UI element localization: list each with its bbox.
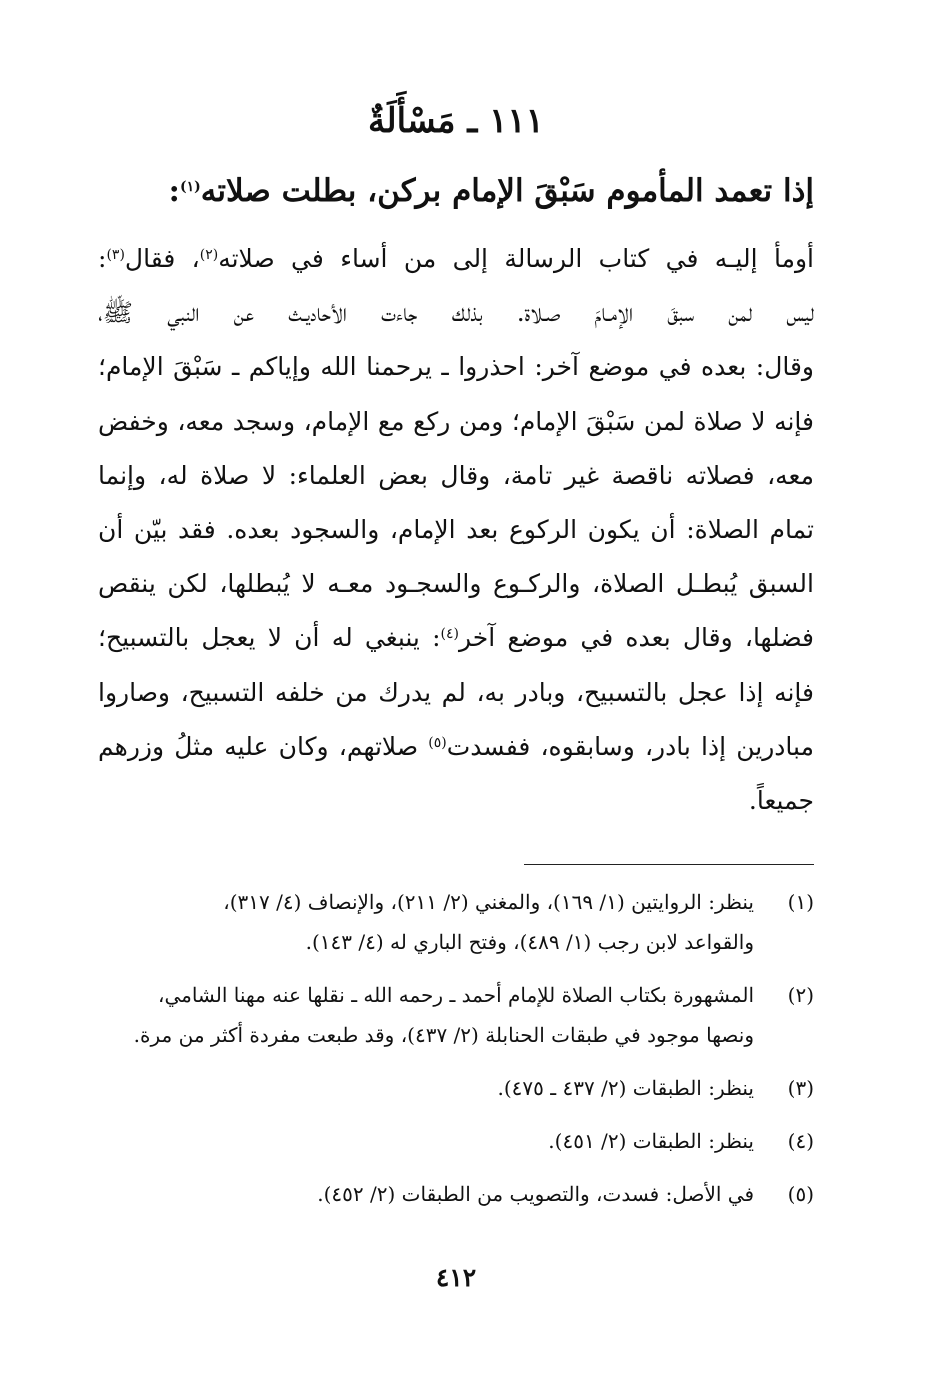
issue-heading: ١١١ ـ مَسْأَلَةٌ (368, 101, 544, 141)
footnote (98, 1174, 814, 1214)
line-text: فإنه لا صلاة لمن سَبْقَ الإمام؛ ومن ركع مع الإمام، وسجد معه، وخفض (98, 406, 814, 436)
page-number: ٤١٢ (435, 1263, 477, 1292)
body-line (98, 774, 814, 828)
footnote-ref: (١) (179, 179, 201, 195)
issue-title-text: إذا تعمد المأموم سَبْقَ الإمام بركن، بطلت صلاته (200, 173, 814, 209)
footnote-line: ينظر: الطبقات (٢/ ٤٣٧ ـ ٤٧٥). (497, 1076, 754, 1100)
line-text: ليس لمن سبقَ الإمـامَ صـلاة. بذلك جاءت الأحاديـث عن النبي ﷺ، (98, 298, 814, 328)
body-line (98, 340, 814, 394)
issue-title-tail: : (168, 173, 180, 209)
footnote-ref: (٥) (428, 734, 447, 751)
footnote (98, 1121, 814, 1161)
body-line (98, 503, 814, 557)
footnote-line: المشهورة بكتاب الصلاة للإمام أحمد ـ رحمه الله ـ نقلها عنه مهنا الشامي، (157, 983, 754, 1007)
body-line (98, 449, 814, 503)
footnote (98, 975, 814, 1055)
footnote-line: ينظر: الطبقات (٢/ ٤٥١). (548, 1129, 754, 1153)
body-line (98, 557, 814, 611)
line-text: صلاتهم، وكان عليه مثلُ وزرهم (98, 731, 429, 761)
footnote-line: والقواعد لابن رجب (١/ ٤٨٩)، وفتح الباري له (٤/ ١٤٣). (305, 930, 754, 954)
footnote (98, 1068, 814, 1108)
body-line (98, 666, 814, 720)
footnote-line: ونصها موجود في طبقات الحنابلة (٢/ ٤٣٧)، وقد طبعت مفردة أكثر من مرة. (133, 1023, 754, 1047)
body-line (98, 286, 814, 340)
line-text: : (98, 244, 107, 273)
footnote-number: (٣) (787, 1076, 814, 1100)
footnote-line: في الأصل: فسدت، والتصويب من الطبقات (٢/ ٤٥٢). (317, 1182, 754, 1206)
line-text: فضلها، وقال بعده في موضع آخر (458, 623, 814, 653)
footnote-text (98, 1174, 754, 1214)
line-text: : ينبغي له أن لا يعجل بالتسبيح؛ (98, 623, 441, 653)
line-text: جميعاً. (748, 786, 814, 816)
issue-title (98, 166, 814, 216)
body-line (98, 395, 814, 449)
footnote-number: (٤) (787, 1129, 814, 1153)
footnote (98, 882, 814, 962)
footnote-number: (٥) (787, 1182, 814, 1206)
footnote-ref: (٣) (106, 247, 125, 263)
footnote-ref: (٤) (440, 626, 459, 643)
line-text: وقال: بعده في موضع آخر: احذروا ـ يرحمنا الله وإياكم ـ سَبْقَ الإمام؛ (98, 352, 814, 382)
body-line (98, 232, 814, 286)
line-text: أومأ إليـه في كتاب الرسالة إلى من أساء في صلاته (218, 244, 814, 273)
line-text: السبق يُبطـل الصلاة، والركـوع والسجـود معـه لا يُبطلها، لكن ينقص (98, 569, 814, 599)
body-line (98, 720, 814, 774)
footnote-text (98, 975, 754, 1055)
body-line (98, 611, 814, 665)
footnote-separator (524, 864, 814, 865)
line-text: تمام الصلاة: أن يكون الركوع بعد الإمام، والسجود بعده. فقد بيّن أن (98, 515, 814, 545)
body-text (98, 232, 814, 828)
line-text: فإنه إذا عجل بالتسبيح، وبادر به، لم يدرك من خلفه التسبيح، وصاروا (98, 677, 814, 707)
footnote-line: ينظر: الروايتين (١/ ١٦٩)، والمغني (٢/ ٢١١)، والإنصاف (٤/ ٣١٧)، (223, 890, 754, 914)
line-text: ، فقال (124, 244, 200, 273)
line-text: مبادرين إذا بادر، وسابقوه، ففسدت (446, 731, 814, 761)
footnotes (98, 882, 814, 1227)
line-text: معه، فصلاته ناقصة غير تامة، وقال بعض العلماء: لا صلاة له، وإنما (98, 460, 814, 490)
footnote-ref: (٢) (199, 247, 219, 263)
footnote-text (98, 1121, 754, 1161)
footnote-number: (١) (787, 890, 814, 914)
footnote-text (98, 1068, 754, 1108)
footnote-number: (٢) (787, 983, 814, 1007)
footnote-text (98, 882, 754, 962)
